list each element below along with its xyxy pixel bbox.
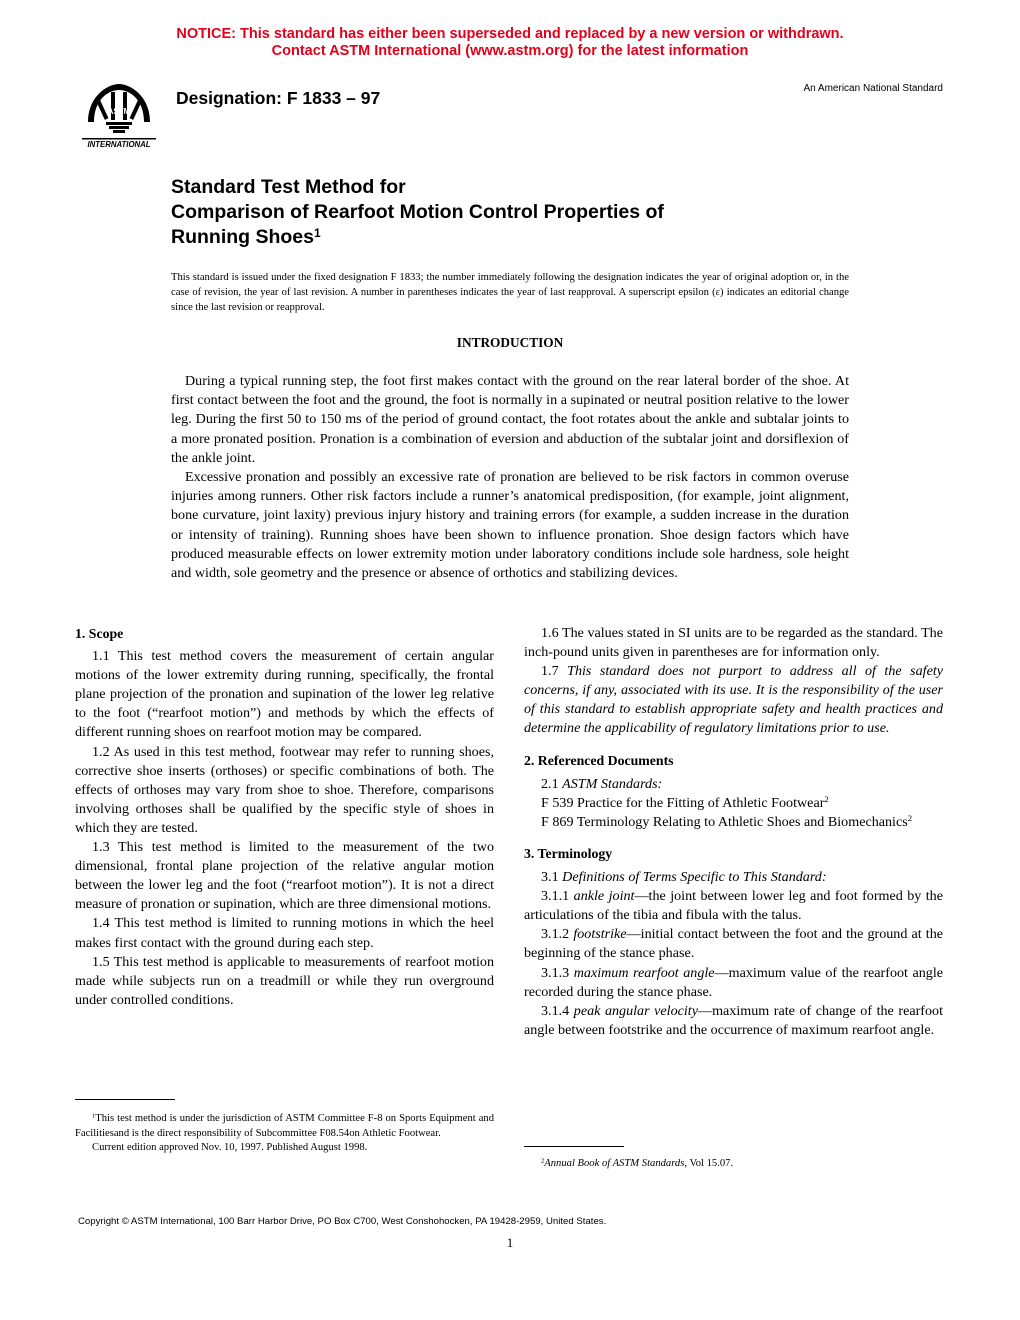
section-1-2: 1.2 As used in this test method, footwear may refer to running shoes, corrective shoe inserts (orthoses) or specific combinations of both. The effects of orthoses may vary from shoe to shoe. Therefore, comparisons involving orthoses shall be qualified by the specific style of shoes in which they are tested. — [75, 743, 494, 836]
american-national-standard: An American National Standard — [803, 83, 943, 94]
term-3-number: 3.1.3 — [541, 964, 570, 981]
footnote-1-mark: 1 — [92, 1112, 96, 1120]
section-1-7-text: This standard does not purport to address all of the safety concerns, if any, associated with its use. It is the responsibility of the user of this standard to establish appropriate safety and health practices and determine the applicability of regulatory limitations prior to use. — [524, 663, 943, 737]
term-3-definition: —maximum value of the rearfoot angle recorded during the stance phase. — [524, 964, 943, 1000]
issued-note: This standard is issued under the fixed designation F 1833; the number immediately following the designation indicates the year of original adoption or, in the case of revision, the year of last revision. A number in parentheses indicates the year of last reapproval. A superscript epsilon (ε) indicates an editorial change since the last revision or reapproval. — [171, 272, 849, 313]
reference-f869 — [524, 813, 943, 832]
term-2-definition: —initial contact between the foot and the ground at the beginning of the stance phase. — [524, 926, 944, 962]
footnote-1-edition: Current edition approved Nov. 10, 1997. Published August 1998. — [92, 1142, 368, 1154]
intro-paragraph-1: During a typical running step, the foot first makes contact with the ground on the rear lateral border of the shoe. At first contact between the foot and the ground, the foot is normally in a supinated or neutral position relative to the lower leg. During the first 50 to 150 ms of the period of ground contact, the foot rotates about the ankle and subtalar joints to a more pronated position. Pronation is a combination of eversion and abduction of the subtalar joint and dorsiflexion of the ankle joint. — [171, 373, 849, 466]
term-2-name: footstrike — [573, 926, 627, 943]
notice-line-1: NOTICE: This standard has either been superseded and replaced by a new version or withdrawn. — [176, 26, 844, 42]
reference-f539-mark: 2 — [824, 793, 829, 804]
section-2-1-number: 2.1 — [541, 775, 559, 792]
term-2-number: 3.1.2 — [541, 926, 570, 943]
withdrawal-notice — [0, 26, 1020, 60]
referenced-heading: 2. Referenced Documents — [524, 752, 674, 768]
title-line-3: Running Shoes — [171, 226, 314, 248]
section-2-1 — [524, 775, 943, 794]
introduction-heading: INTRODUCTION — [456, 335, 564, 350]
footnote-divider-left — [75, 1099, 175, 1100]
section-1-4: 1.4 This test method is limited to running motions in which the heel makes first contact with the ground during each step. — [75, 915, 494, 951]
title-line-1: Standard Test Method for — [171, 176, 406, 198]
footnote-1 — [75, 1112, 494, 1156]
logo-text: ASTM — [107, 107, 131, 116]
section-1-7-number: 1.7 — [541, 663, 559, 680]
terminology-heading: 3. Terminology — [524, 845, 613, 861]
term-maximum-rearfoot-angle — [524, 964, 943, 1002]
copyright: Copyright © ASTM International, 100 Barr Harbor Drive, PO Box C700, West Conshohocken, PA 19428-2959, United States. — [78, 1216, 607, 1227]
reference-f539-text: F 539 Practice for the Fitting of Athletic Footwear — [541, 794, 825, 811]
section-1-1: 1.1 This test method covers the measurement of certain angular motions of the lower extremity during running, specifically, the frontal plane projection of the pronation and supination of the lower leg relative to the foot (“rearfoot motion”) and methods by which the effects of different running shoes on rearfoot motion may be compared. — [75, 648, 494, 741]
term-1-name: ankle joint — [573, 888, 635, 905]
term-4-name: peak angular velocity — [573, 1002, 698, 1019]
term-1-definition: —the joint between lower leg and foot formed by the articulations of the tibia and fibula with the talus. — [524, 888, 943, 924]
term-4-definition: —maximum rate of change of the rearfoot angle between footstrike and the occurrence of maximum rearfoot angle. — [524, 1002, 943, 1038]
right-column — [524, 624, 943, 1040]
section-1-5: 1.5 This test method is applicable to measurements of rearfoot motion made while subjects run on a treadmill or while they run overground under controlled conditions. — [75, 953, 494, 1008]
section-1-7 — [524, 662, 943, 738]
intro-paragraph-2: Excessive pronation and possibly an excessive rate of pronation are believed to be risk factors in common overuse injuries among runners. Other risk factors include a runner’s anatomical predisposition, (for example, joint alignment, bone curvature, joint laxity) previous injury history and training errors (for example, a sudden increase in the duration or intensity of training). Running shoes have been shown to influence pronation. Shoe design factors which have produced measurable effects on lower extremity motion under laboratory conditions include sole hardness, sole height and width, sole geometry and the presence or absence of orthotics and stabilizing devices. — [171, 469, 849, 582]
designation: Designation: F 1833 – 97 — [176, 88, 381, 108]
page-number: 1 — [506, 1235, 514, 1250]
reference-f539 — [524, 794, 943, 813]
footnote-2 — [524, 1157, 943, 1172]
title-footnote-mark: 1 — [314, 226, 321, 240]
reference-f869-text: F 869 Terminology Relating to Athletic Shoes and Biomechanics — [541, 813, 908, 830]
footnote-2-volume: , Vol 15.07. — [684, 1158, 734, 1169]
term-3-name: maximum rearfoot angle — [573, 964, 715, 981]
introduction-body — [171, 372, 849, 583]
astm-logo-icon — [78, 78, 160, 150]
section-1-6: 1.6 The values stated in SI units are to be regarded as the standard. The inch-pound units given in parentheses are for information only. — [524, 625, 943, 661]
title-line-2: Comparison of Rearfoot Motion Control Properties of — [171, 201, 664, 223]
footnote-2-book: Annual Book of ASTM Standards — [544, 1158, 685, 1169]
section-3-1 — [524, 868, 943, 887]
notice-line-2: Contact ASTM International (www.astm.org) for the latest information — [271, 43, 749, 59]
section-1-3: 1.3 This test method is limited to the measurement of the two dimensional, frontal plane projection of the relative angular motion between the lower leg and the foot (“rearfoot motion”). It is not a direct measure of pronation or supination, which are three dimensional motions. — [75, 839, 494, 913]
reference-f869-mark: 2 — [907, 813, 913, 824]
term-4-number: 3.1.4 — [541, 1002, 570, 1019]
section-3-1-number: 3.1 — [541, 869, 559, 886]
term-peak-angular-velocity — [524, 1002, 943, 1040]
scope-heading: 1. Scope — [75, 626, 124, 641]
section-2-1-label: ASTM Standards: — [562, 775, 663, 792]
term-1-number: 3.1.1 — [541, 888, 570, 905]
term-ankle-joint — [524, 887, 943, 925]
footnote-divider-right — [524, 1146, 624, 1147]
page-title — [171, 175, 871, 250]
section-3-1-label: Definitions of Terms Specific to This Standard: — [562, 869, 827, 886]
footnote-1-text: This test method is under the jurisdiction of ASTM Committee F-8 on Sports Equipment and Facilitiesand is the direct responsibility of Subcommittee F08.54on Athletic Footwear. — [75, 1113, 494, 1139]
footnote-2-mark: 2 — [541, 1157, 545, 1165]
logo-subtext: INTERNATIONAL — [87, 140, 151, 149]
left-column — [75, 624, 494, 1010]
term-footstrike — [524, 925, 943, 963]
